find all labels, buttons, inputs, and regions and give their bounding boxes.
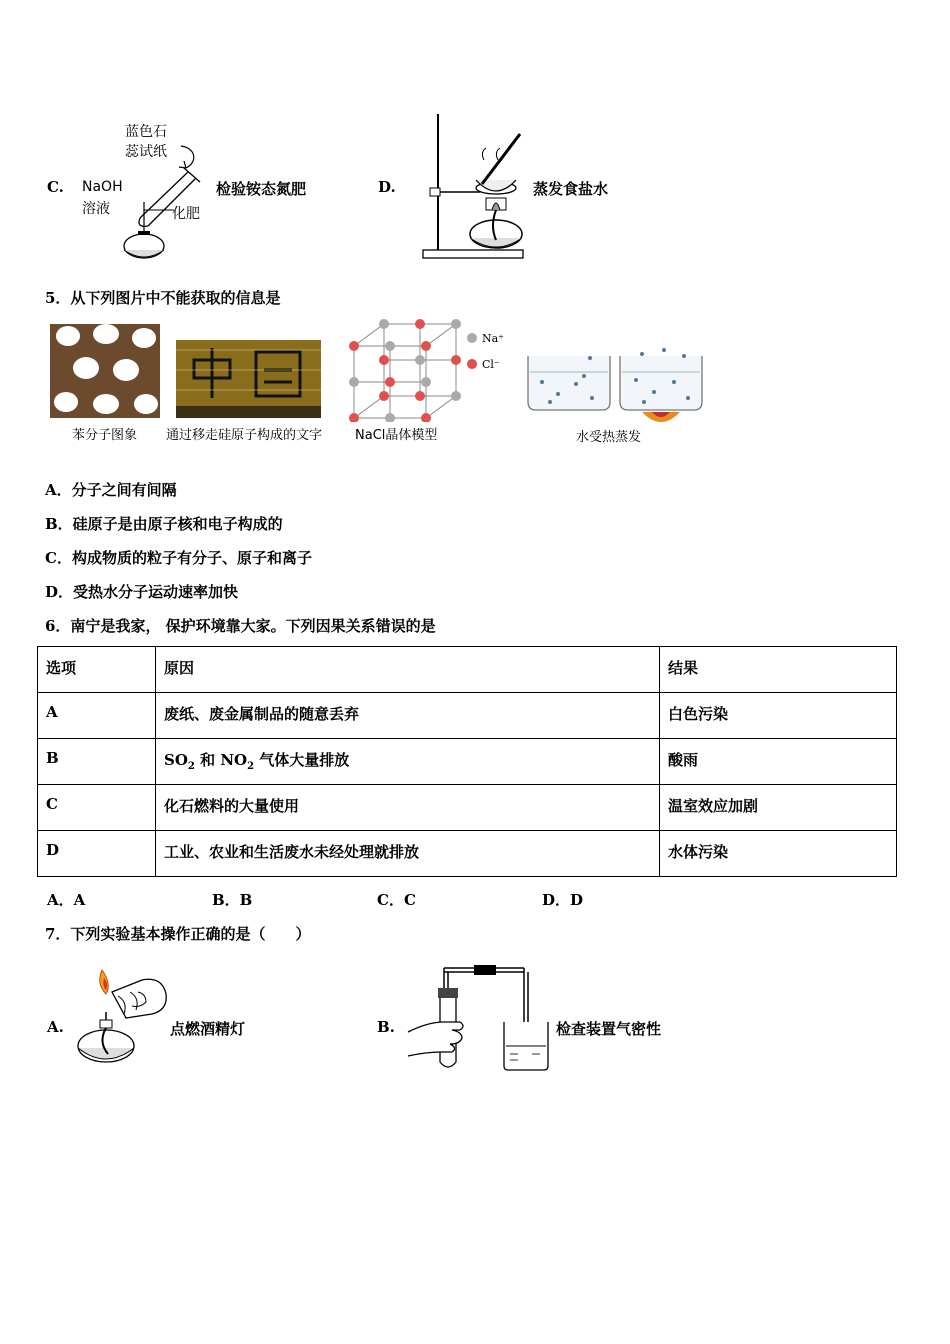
q6-answer-b: B．B <box>212 891 253 909</box>
header-option: 选项 <box>38 647 156 693</box>
q7-stem: 7．下列实验基本操作正确的是（ ） <box>45 925 311 943</box>
q6-answer-c: C．C <box>377 891 416 909</box>
row-option: C <box>38 785 156 831</box>
row-result: 酸雨 <box>660 739 897 785</box>
q5-option-c: C．构成物质的粒子有分子、原子和离子 <box>45 549 312 567</box>
fig-label-fertilizer: 化肥 <box>172 206 200 222</box>
row-option: A <box>38 693 156 739</box>
q4-option-d-caption: 蒸发食盐水 <box>533 180 609 198</box>
q4-option-c-letter: C. <box>47 178 64 196</box>
fig-label-naoh: NaOH <box>82 179 123 195</box>
q7-option-a-letter: A. <box>47 1018 64 1036</box>
legend-cl: Cl⁻ <box>482 358 500 371</box>
benzene-image <box>50 324 160 418</box>
fig-label-paper1: 蓝色石 <box>125 124 167 140</box>
q4-option-c-caption: 检验铵态氮肥 <box>216 180 307 198</box>
benzene-caption: 苯分子图象 <box>72 428 138 443</box>
q6-table <box>37 646 897 877</box>
table-row <box>38 739 897 785</box>
nacl-caption: NaCl晶体模型 <box>355 428 438 443</box>
q6-answer-d: D．D <box>542 891 584 909</box>
row-result: 温室效应加剧 <box>660 785 897 831</box>
q7-option-b-caption: 检查装置气密性 <box>556 1020 662 1038</box>
alcohol-lamp-figure <box>74 962 172 1070</box>
q4-option-d-letter: D. <box>378 178 396 196</box>
row-cause: $SO_2$ 和 $NO_2$ 气体大量排放 <box>156 739 660 785</box>
table-row <box>38 785 897 831</box>
q4-option-c-figure <box>78 118 218 268</box>
row-option: D <box>38 831 156 877</box>
table-row <box>38 831 897 877</box>
silicon-atom-image <box>176 340 321 418</box>
nacl-crystal-model <box>346 318 516 422</box>
legend-na: Na⁺ <box>482 332 504 345</box>
water-evaporation-image <box>524 346 708 426</box>
table-header-row <box>38 647 897 693</box>
q4-option-d-figure <box>418 110 533 264</box>
q7-option-b-letter: B. <box>377 1018 395 1036</box>
q6-stem: 6．南宁是我家， 保护环境靠大家。下列因果关系错误的是 <box>45 617 436 635</box>
q7-option-a-caption: 点燃酒精灯 <box>170 1020 246 1038</box>
fig-label-paper2: 蕊试纸 <box>125 144 167 160</box>
airtightness-check-figure <box>404 962 556 1072</box>
row-cause: 废纸、废金属制品的随意丢弃 <box>156 693 660 739</box>
q5-option-a: A．分子之间有间隔 <box>45 481 177 499</box>
q5-stem: 5．从下列图片中不能获取的信息是 <box>45 289 281 307</box>
q5-option-b: B．硅原子是由原子核和电子构成的 <box>45 515 283 533</box>
row-option: B <box>38 739 156 785</box>
table-row <box>38 693 897 739</box>
water-caption: 水受热蒸发 <box>576 430 642 445</box>
header-cause: 原因 <box>156 647 660 693</box>
q6-answer-a: A．A <box>47 891 86 909</box>
q5-option-d: D．受热水分子运动速率加快 <box>45 583 239 601</box>
row-cause: 化石燃料的大量使用 <box>156 785 660 831</box>
silicon-caption: 通过移走硅原子构成的文字 <box>166 428 323 443</box>
header-result: 结果 <box>660 647 897 693</box>
row-cause: 工业、农业和生活废水未经处理就排放 <box>156 831 660 877</box>
row-result: 白色污染 <box>660 693 897 739</box>
row-result: 水体污染 <box>660 831 897 877</box>
fig-label-solution: 溶液 <box>82 201 110 217</box>
